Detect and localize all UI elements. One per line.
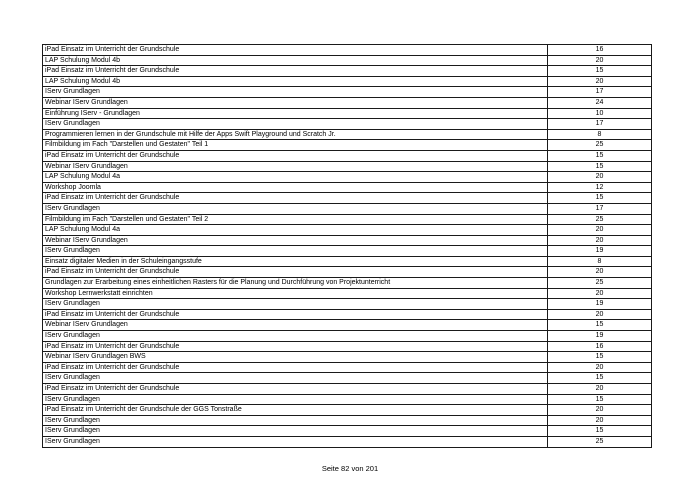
course-title-cell: IServ Grundlagen: [43, 436, 548, 447]
participant-count-cell: 25: [548, 436, 652, 447]
participant-count-cell: 15: [548, 426, 652, 437]
course-title-cell: IServ Grundlagen: [43, 331, 548, 342]
course-title-cell: Einsatz digitaler Medien in der Schuleingangsstufe: [43, 256, 548, 267]
course-title-cell: LAP Schulung Modul 4a: [43, 172, 548, 183]
course-title-cell: Grundlagen zur Erarbeitung eines einheitlichen Rasters für die Planung und Durchführung von Projektunterricht: [43, 278, 548, 289]
course-title-cell: iPad Einsatz im Unterricht der Grundschule: [43, 309, 548, 320]
participant-count-cell: 17: [548, 87, 652, 98]
course-title-cell: LAP Schulung Modul 4b: [43, 55, 548, 66]
participant-count-cell: 15: [548, 66, 652, 77]
table-row: [43, 352, 652, 363]
course-title-cell: IServ Grundlagen: [43, 119, 548, 130]
course-title-cell: Programmieren lernen in der Grundschule mit Hilfe der Apps Swift Playground und Scratch Jr.: [43, 129, 548, 140]
table-row: [43, 341, 652, 352]
table-row: [43, 45, 652, 56]
table-row: [43, 362, 652, 373]
table-row: [43, 384, 652, 395]
participant-count-cell: 20: [548, 309, 652, 320]
course-title-cell: Webinar IServ Grundlagen: [43, 161, 548, 172]
table-row: [43, 172, 652, 183]
participant-count-cell: 16: [548, 45, 652, 56]
participant-count-cell: 20: [548, 384, 652, 395]
course-title-cell: iPad Einsatz im Unterricht der Grundschule: [43, 341, 548, 352]
course-title-cell: iPad Einsatz im Unterricht der Grundschule: [43, 150, 548, 161]
course-title-cell: Filmbildung im Fach "Darstellen und Gestaten" Teil 1: [43, 140, 548, 151]
participant-count-cell: 25: [548, 214, 652, 225]
participant-count-cell: 17: [548, 119, 652, 130]
course-title-cell: IServ Grundlagen: [43, 426, 548, 437]
table-row: [43, 76, 652, 87]
participant-count-cell: 15: [548, 394, 652, 405]
table-row: [43, 161, 652, 172]
course-title-cell: Webinar IServ Grundlagen BWS: [43, 352, 548, 363]
course-title-cell: iPad Einsatz im Unterricht der Grundschule: [43, 45, 548, 56]
participant-count-cell: 15: [548, 352, 652, 363]
table-row: [43, 97, 652, 108]
table-row: [43, 405, 652, 416]
table-row: [43, 182, 652, 193]
table-row: [43, 373, 652, 384]
table-row: [43, 299, 652, 310]
course-title-cell: iPad Einsatz im Unterricht der Grundschule: [43, 362, 548, 373]
table-row: [43, 150, 652, 161]
table-row: [43, 203, 652, 214]
course-title-cell: LAP Schulung Modul 4a: [43, 225, 548, 236]
course-title-cell: IServ Grundlagen: [43, 87, 548, 98]
table-row: [43, 331, 652, 342]
participant-count-cell: 20: [548, 415, 652, 426]
participant-count-cell: 20: [548, 55, 652, 66]
course-title-cell: iPad Einsatz im Unterricht der Grundschule: [43, 66, 548, 77]
participant-count-cell: 17: [548, 203, 652, 214]
page-number: Seite 82 von 201: [321, 464, 379, 473]
course-table-body: [43, 45, 652, 448]
course-title-cell: LAP Schulung Modul 4b: [43, 76, 548, 87]
participant-count-cell: 25: [548, 140, 652, 151]
participant-count-cell: 19: [548, 331, 652, 342]
participant-count-cell: 20: [548, 225, 652, 236]
course-title-cell: Workshop Joomla: [43, 182, 548, 193]
course-title-cell: IServ Grundlagen: [43, 415, 548, 426]
participant-count-cell: 15: [548, 320, 652, 331]
table-row: [43, 55, 652, 66]
table-row: [43, 129, 652, 140]
course-title-cell: Workshop Lernwerkstatt einrichten: [43, 288, 548, 299]
participant-count-cell: 19: [548, 246, 652, 257]
table-row: [43, 193, 652, 204]
course-title-cell: Einführung IServ - Grundlagen: [43, 108, 548, 119]
table-row: [43, 235, 652, 246]
participant-count-cell: 16: [548, 341, 652, 352]
course-title-cell: iPad Einsatz im Unterricht der Grundschule der GGS Tonstraße: [43, 405, 548, 416]
participant-count-cell: 20: [548, 362, 652, 373]
table-row: [43, 278, 652, 289]
participant-count-cell: 8: [548, 256, 652, 267]
course-title-cell: iPad Einsatz im Unterricht der Grundschule: [43, 267, 548, 278]
participant-count-cell: 20: [548, 267, 652, 278]
participant-count-cell: 20: [548, 76, 652, 87]
table-row: [43, 256, 652, 267]
course-title-cell: IServ Grundlagen: [43, 246, 548, 257]
participant-count-cell: 12: [548, 182, 652, 193]
table-row: [43, 140, 652, 151]
participant-count-cell: 8: [548, 129, 652, 140]
course-title-cell: iPad Einsatz im Unterricht der Grundschule: [43, 193, 548, 204]
course-title-cell: IServ Grundlagen: [43, 299, 548, 310]
participant-count-cell: 20: [548, 288, 652, 299]
table-row: [43, 288, 652, 299]
participant-count-cell: 20: [548, 172, 652, 183]
table-row: [43, 309, 652, 320]
course-title-cell: Webinar IServ Grundlagen: [43, 97, 548, 108]
course-title-cell: Webinar IServ Grundlagen: [43, 320, 548, 331]
course-table: [42, 44, 652, 448]
participant-count-cell: 15: [548, 161, 652, 172]
participant-count-cell: 19: [548, 299, 652, 310]
table-row: [43, 246, 652, 257]
participant-count-cell: 20: [548, 405, 652, 416]
table-row: [43, 87, 652, 98]
participant-count-cell: 15: [548, 373, 652, 384]
participant-count-cell: 15: [548, 150, 652, 161]
participant-count-cell: 15: [548, 193, 652, 204]
participant-count-cell: 25: [548, 278, 652, 289]
course-title-cell: IServ Grundlagen: [43, 203, 548, 214]
table-row: [43, 119, 652, 130]
table-row: [43, 394, 652, 405]
table-row: [43, 320, 652, 331]
table-row: [43, 66, 652, 77]
table-row: [43, 214, 652, 225]
table-row: [43, 225, 652, 236]
table-row: [43, 436, 652, 447]
participant-count-cell: 10: [548, 108, 652, 119]
course-title-cell: Webinar IServ Grundlagen: [43, 235, 548, 246]
table-row: [43, 267, 652, 278]
participant-count-cell: 24: [548, 97, 652, 108]
course-title-cell: Filmbildung im Fach "Darstellen und Gestaten" Teil 2: [43, 214, 548, 225]
table-row: [43, 415, 652, 426]
course-title-cell: IServ Grundlagen: [43, 394, 548, 405]
table-row: [43, 108, 652, 119]
course-title-cell: IServ Grundlagen: [43, 373, 548, 384]
table-row: [43, 426, 652, 437]
course-title-cell: iPad Einsatz im Unterricht der Grundschule: [43, 384, 548, 395]
participant-count-cell: 20: [548, 235, 652, 246]
